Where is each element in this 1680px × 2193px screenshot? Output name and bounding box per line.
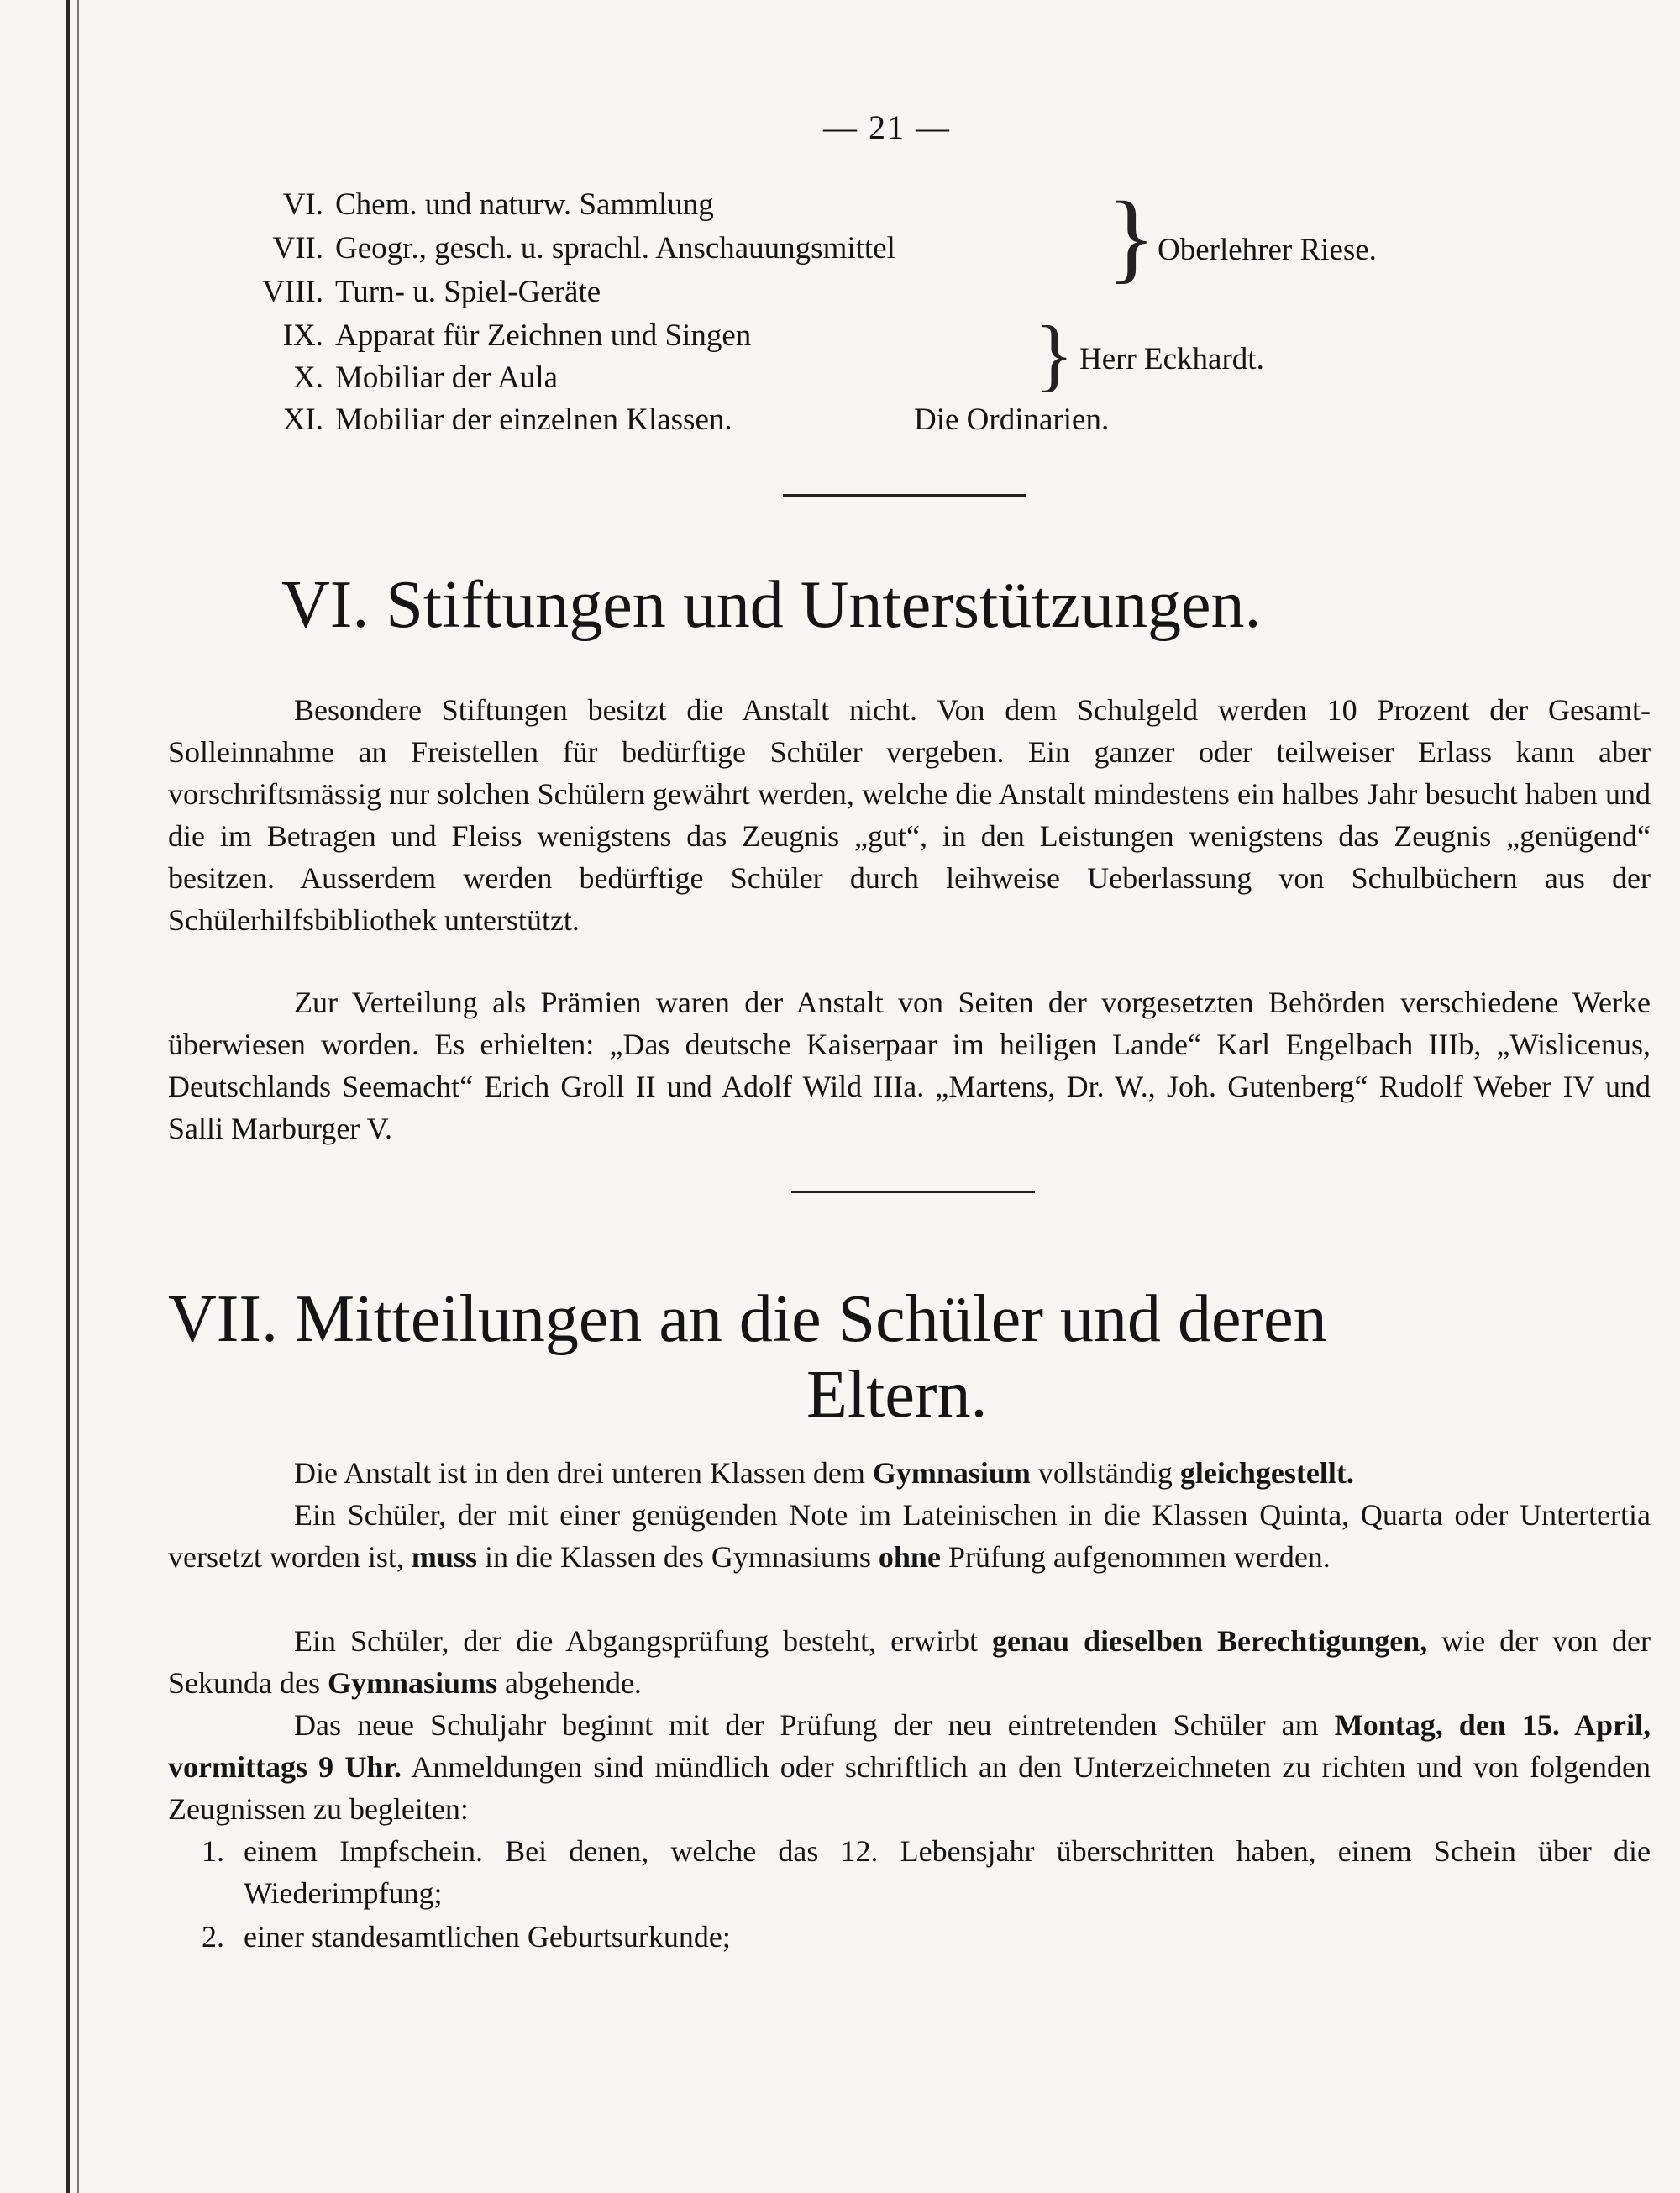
paragraph: Zur Verteilung als Prämien waren der Anstalt von Seiten der vorgesetzten Behörden verschiedene Werke überwiesen worden. Es erhielten: „Das deutsche Kaiserpaar im heiligen Lande“ Karl Engelbach IIIb, „Wislicenus, Deutschlands Seemacht“ Erich Groll II und Adolf Wild IIIa. „Martens, Dr. W., Joh. Gutenberg“ Rudolf Weber IV und Salli Marburger V. xyxy=(168,986,1651,1145)
section-heading: VI. Stiftungen und Unterstützungen. xyxy=(281,568,1262,642)
paragraph: Ein Schüler, der die Abgangsprüfung besteht, erwirbt genau dieselben Berechtigungen, wie der von der Sekunda des Gymnasiums abgehende. xyxy=(168,1624,1651,1700)
list-item: 1. einem Impfschein. Bei denen, welche das 12. Lebensjahr überschritten haben, einem Schein über die Wiederimpfung; xyxy=(202,1834,1651,1910)
binding-edge-shadow xyxy=(77,0,79,2193)
page-number: — 21 — xyxy=(823,108,951,146)
inventory-row: IX. Apparat für Zeichnen und Singen xyxy=(282,318,752,353)
brace-group-2: } xyxy=(1035,309,1074,399)
responsible-person: Die Ordinarien. xyxy=(914,402,1110,437)
section-divider xyxy=(783,494,1026,497)
responsible-person: Herr Eckhardt. xyxy=(1079,342,1264,376)
section-heading-continued: Eltern. xyxy=(806,1358,988,1432)
paragraph: Ein Schüler, der mit einer genügenden Note im Lateinischen in die Klassen Quinta, Quarta oder Untertertia versetzt worden ist, muss in die Klassen des Gymnasiums ohne Prüfung aufgenommen werden. xyxy=(168,1498,1651,1574)
inventory-row: VI. Chem. und naturw. Sammlung xyxy=(282,187,714,222)
inventory-row: VIII. Turn- u. Spiel-Geräte xyxy=(262,275,601,309)
inventory-row: XI. Mobiliar der einzelnen Klassen. xyxy=(282,402,732,437)
inventory-row: VII. Geogr., gesch. u. sprachl. Anschauungsmittel xyxy=(272,231,895,266)
brace-group-1: } xyxy=(1107,181,1156,292)
list-item: 2. einer standesamtlichen Geburtsurkunde; xyxy=(202,1920,731,1954)
inventory-row: X. Mobiliar der Aula xyxy=(293,360,559,395)
paragraph: Besondere Stiftungen besitzt die Anstalt nicht. Von dem Schulgeld werden 10 Prozent der Gesamt-Solleinnahme an Freistellen für bedürftige Schüler vergeben. Ein ganzer oder teilweiser Erlass kann aber vorschriftsmässig nur solchen Schülern gewährt werden, welche die Anstalt mindestens ein halbes Jahr besucht haben und die im Betragen und Fleiss wenigstens das Zeugnis „gut“, in den Leistungen wenigstens das Zeugnis „genügend“ besitzen. Ausserdem werden bedürftige Schüler durch leihweise Ueberlassung von Schulbüchern aus der Schülerhilfsbibliothek unterstützt. xyxy=(168,693,1651,937)
paragraph: Die Anstalt ist in den drei unteren Klassen dem Gymnasium vollständig gleichgestellt. xyxy=(294,1456,1354,1490)
binding-edge-line xyxy=(66,0,70,2193)
paragraph: Das neue Schuljahr beginnt mit der Prüfung der neu eintretenden Schüler am Montag, den 15. April, vormittags 9 Uhr. Anmeldungen sind mündlich oder schriftlich an den Unterzeichneten zu richten und von folgenden Zeugnissen zu begleiten: xyxy=(168,1708,1651,1826)
section-divider xyxy=(791,1191,1035,1193)
responsible-person: Oberlehrer Riese. xyxy=(1158,233,1377,267)
section-heading: VII. Mitteilungen an die Schüler und deren xyxy=(168,1282,1327,1356)
